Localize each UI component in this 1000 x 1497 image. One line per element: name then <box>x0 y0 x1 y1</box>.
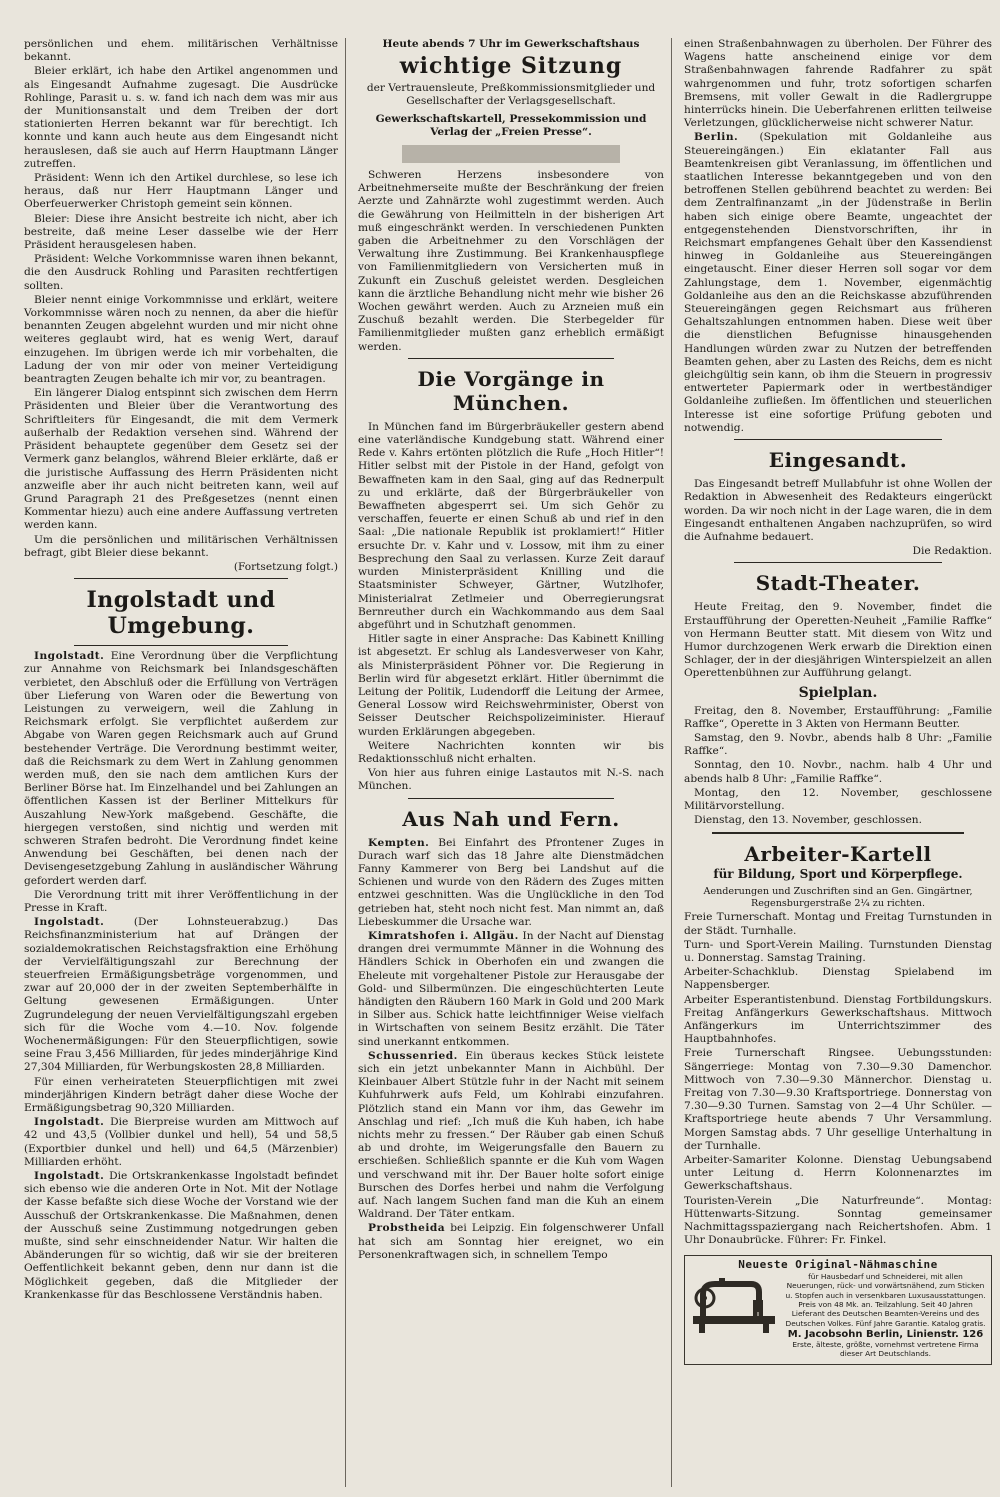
divider <box>408 358 614 359</box>
kartell-entry: Arbeiter Esperantistenbund. Dienstag Fortbildungskurs. Freitag Anfängerkurs Gewerkschaftshaus. Mittwoch Anfängerkurs im Unterrichtszimmer des Hauptbahnhofes. <box>684 993 992 1046</box>
section-heading-muenchen: Die Vorgänge in München. <box>417 366 605 415</box>
faded-print-area <box>402 145 620 163</box>
kartell-entry: Arbeiter-Samariter Kolonne. Dienstag Uebungsabend unter Leitung d. Herrn Kolonnenarztes im Gewerkschaftshaus. <box>684 1154 992 1193</box>
local-news-item: Ingolstadt. Die Ortskrankenkasse Ingolstadt befindet sich ebenso wie die anderen Orte in Not. Mit der Notlage der Kasse befaßte sich diese Woche der Vorstand wie der Ausschuß der Ortskrankenkasse. Die Maßnahmen, denen der Ausschuß seine Zustimmung notgedrungen geben mußte, sind sehr einschneidender Natur. Wir halten die Abänderungen für so wichtig, daß wir sie der breiteren Oeffentlichkeit bekannt geben, denn nur dann ist die Möglichkeit gegeben, daß die Mitglieder der Krankenkasse für das Beschlossene Verständnis haben. <box>24 1170 338 1301</box>
news-item: Schussenried. Ein überaus keckes Stück leistete sich ein jetzt unbekannter Mann in Aichbühl. Der Kleinbauer Albert Stützle fuhr in der Nacht mit seinem Kuhfuhrwerk aufs Feld, um Kohlrabi einzufahren. Plötzlich stand ein Mann vor ihm, das Gewehr im Anschlag und rief: „Ich muß die Kuh haben, ich habe nichts mehr zu fressen.“ Der Räuber gab einen Schuß ab und drohte, im Weigerungsfalle den Bauern zu erschießen. Schließlich spannte er die Kuh vom Wagen und verschwand mit ihr. Der Bauer holte sofort einige Burschen des Dorfes herbei und nahm die Verfolgung auf. Nach langem Suchen fand man die Kuh an einem Waldrand. Der Täter entkam. <box>358 1049 664 1221</box>
spielplan-entry: Sonntag, den 10. Novbr., nachm. halb 4 Uhr und abends halb 8 Uhr: „Familie Raffke“. <box>684 759 992 785</box>
article-paragraph: Schweren Herzens insbesondere von Arbeitnehmerseite mußte der Beschränkung der freien Aerzte und Zahnärzte wohl zugestimmt werden. Auch die Gewährung von Heilmitteln in der bisherigen Art muß eingeschränkt werden. In verschiedenen Punkten gaben die Arbeitnehmer zu den Vorschlägen der Verwaltung ihre Zustimmung. Bei Krankenhauspflege von Familienmitgliedern von Versicherten muß in Zukunft ein Zuschuß geleistet werden. Desgleichen kann die ärztliche Behandlung nicht mehr wie bisher 26 Wochen gewährt werden. Auch zu Arzneien muß ein Zuschuß bezahlt werden. Die Sterbegelder für Familienmitglieder mußten ganz erheblich ermäßigt werden. <box>358 169 664 353</box>
article-paragraph: Präsident: Welche Vorkommnisse waren ihnen bekannt, die den Ausdruck Rohling und Parasiten rechtfertigen sollten. <box>24 253 338 292</box>
news-item: Kimratshofen i. Allgäu. In der Nacht auf Dienstag drangen drei vermummte Männer in die Wohnung des Händlers Schick in Oberhofen ein und zwangen die Eheleute mit vorgehaltener Pistole zur Herausgabe der Gold- und Silbermünzen. Die eingeschüchterten Leute händigten den Räubern 160 Mark in Gold und 200 Mark in Silber aus. Schick hatte leichtfinniger Weise vielfach in Wirtschaften von seinem Besitz erzählt. Die Täter sind unerkannt entkommen. <box>358 929 665 1048</box>
local-news-item: Ingolstadt. (Der Lohnsteuerabzug.) Das Reichsfinanzministerium hat auf Drängen der sozialdemokratischen Reichstagsfraktion eine Erhöhung der Vervielfältigungszahl zur Berechnung der steuerfreien Ermäßigungsbeträge vorgenommen, und zwar auf 20,000 der in der zweiten Septemberhälfte in Geltung gewesenen Ermäßigungen. Unter Zugrundelegung der neuen Vervielfältigungszahl ergeben sich für die Woche vom 4.—10. Nov. folgende Wochenermäßigungen: Für den Steuerpflichtigen, sowie seine Frau 3,456 Milliarden, für jedes minderjährige Kind 27,304 Milliarden, für Werbungskosten 28,8 Milliarden. <box>24 916 338 1074</box>
spielplan-entry: Dienstag, den 13. November, geschlossen. <box>694 814 922 827</box>
continued-note: (Fortsetzung folgt.) <box>233 560 338 573</box>
section-heading-ingolstadt: Ingolstadt und Umgebung. <box>86 587 276 640</box>
article-paragraph: Heute Freitag, den 9. November, findet die Erstaufführung der Operetten-Neuheit „Familie Raffke“ von Hermann Beutter statt. Mit diesem von Witz und Humor durchzogenen Werk erwarb die Direktion einen Schlager, der in der diesjährigen Winterspielzeit an allen Operettenbühnen zur Aufführung gelangt. <box>684 601 992 680</box>
section-heading-theater: Stadt-Theater. <box>755 571 921 596</box>
spielplan-entry: Freitag, den 8. November, Erstaufführung: „Familie Raffke“, Operette in 3 Akten von Hermann Beutter. <box>684 704 992 730</box>
kartell-entry: Arbeiter-Schachklub. Dienstag Spielabend im Nappensberger. <box>684 966 992 992</box>
spielplan-heading: Spielplan. <box>798 684 878 701</box>
spielplan-entry: Montag, den 12. November, geschlossene Militärvorstellung. <box>684 786 992 812</box>
ad-text: für Hausbedarf und Schneiderei, mit allen Neuerungen, rück- und vorwärtsnähend, zum Sticken u. Stopfen auch in versenkbaren Luxusausstattungen. Preis von 48 Mk. an. Teilzahlung. Seit 40 Jahren Lieferant des Deutschen Beamten-Vereins und des Deutschen Volkes. Fünf Jahre Garantie. Katalog gratis. <box>785 1271 986 1328</box>
column-middle <box>352 38 672 1487</box>
meeting-announcement-text: der Vertrauensleute, Preßkommissionsmitglieder und Gesellschafter der Verlagsgesellschaft. <box>366 82 656 108</box>
divider <box>408 798 614 799</box>
signature: Die Redaktion. <box>912 545 992 558</box>
kartell-entry: Turn- und Sport-Verein Mailing. Turnstunden Dienstag u. Donnerstag. Samstag Training. <box>684 938 992 964</box>
sewing-machine-advertisement <box>684 1255 992 1364</box>
sewing-machine-icon <box>689 1272 779 1334</box>
article-paragraph: Ein längerer Dialog entspinnt sich zwischen dem Herrn Präsidenten und Bleier über die Verantwortung des Schriftleiters für Eingesandt, die mit dem Vermerk außerhalb der Redaktion versehen sind. Während der Präsident behauptete gegenüber dem Gesetz sei der Vermerk ganz belanglos, während Bleier erklärte, daß er die juristische Auffassung des Herrn Präsidenten nicht anzweifle aber ihr auch nicht beitreten kann, weil auf Grund Paragraph 21 des Preßgesetzes (nennt einen Kommentar hiezu) auch eine andere Auffassung vertreten werden kann. <box>24 387 338 532</box>
article-paragraph: Von hier aus fuhren einige Lastautos mit N.-S. nach München. <box>358 767 664 793</box>
ad-firm: M. Jacobsohn Berlin, Linienstr. 126 <box>787 1329 984 1341</box>
divider <box>734 439 942 440</box>
article-paragraph: Präsident: Wenn ich den Artikel durchlese, so lese ich heraus, daß nur Herr Hauptmann Länger und Oberfeuerwerker Christoph gemeint sein können. <box>24 172 338 211</box>
article-paragraph: Um die persönlichen und militärischen Verhältnissen befragt, gibt Bleier diese bekannt. <box>24 533 338 559</box>
spielplan-entry: Samstag, den 9. Novbr., abends halb 8 Uhr: „Familie Raffke“. <box>684 731 992 758</box>
article-paragraph: Bleier nennt einige Vorkommnisse und erklärt, weitere Vorkommnisse wären noch zu nennen, da aber die hiefür benannten Zeugen abgelehnt wurden und mir nicht ohne weiteres geglaubt wird, hat es wenig Wert, darauf einzugehen. Im übrigen werde ich mir vorbehalten, die Ladung der von mir oder von meiner Verteidigung beantragten Zeugen behalte ich mir vor, zu beantragen. <box>24 293 338 386</box>
article-paragraph: Hitler sagte in einer Ansprache: Das Kabinett Knilling ist abgesetzt. Er schlug als Landesverweser von Kahr, als Ministerpräsident Pöhner vor. Die Regierung in Berlin wird für abgesetzt erklärt. Hitler übernimmt die Leitung der Politik, Ludendorff die Leitung der Armee, General Lossow wird Reichswehrminister, Oberst von Seisser Deutscher Reichspolizeiminister. Hierauf wurden Erklärungen abgegeben. <box>358 633 664 738</box>
local-news-item: Ingolstadt. Eine Verordnung über die Verpflichtung zur Annahme von Reichsmark bei Inlandsgeschäften verbietet, den Abschluß oder die Erfüllung von Verträgen über Lieferung von Waren oder die Bewertung von Leistungen zu verweigern, weil die Zahlung in Reichsmark erfolgt. Sie verpflichtet außerdem zur Abgabe von Waren gegen Reichsmark auch auf Grund bestehender Verträge. Die Verordnung bestimmt weiter, daß die Reichsmark zu dem Wert in Zahlung genommen werden muß, den sie nach dem amtlichen Kurs der Berliner Börse hat. Im Einzelhandel und bei Zahlungen an öffentlichen Kassen ist der Berliner Mittelkurs für Auszahlung New-York maßgebend. Geschäfte, die hiergegen verstoßen, sind nichtig und werden mit schweren Strafen bedroht. Die Verordnung findet keine Anwendung bei Geschäften, bei denen nach der Devisengesetzgebung Zahlung in ausländischer Währung gefordert werden darf. <box>24 650 338 887</box>
news-item: Probstheida bei Leipzig. Ein folgenschwerer Unfall hat sich am Sonntag hier ereignet, wo ein Personenkraftwagen sich, in schnellem Tempo <box>358 1222 665 1261</box>
local-news-item: Die Verordnung tritt mit ihrer Veröffentlichung in der Presse in Kraft. <box>24 888 338 914</box>
divider <box>734 562 942 563</box>
kartell-entry: Freie Turnerschaft Ringsee. Uebungsstunden: Sängerriege: Montag von 7.30—9.30 Damenchor. Mittwoch von 7.30—9.30 Männerchor. Dienstag u. Freitag von 7.30—9.30 Kraftsportriege. Donnerstag von 7.30—9.30 Turnen. Samstag von 2—4 Uhr Schüler. — Kraftsportriege heute abends 7 Uhr Versammlung. Morgen Samstag abds. 7 Uhr gesellige Unterhaltung in der Turnhalle. <box>684 1047 992 1152</box>
article-paragraph: einen Straßenbahnwagen zu überholen. Der Führer des Wagens hatte anscheinend einige vor dem Straßenbahnwagen fahrende Radfahrer zu spät wahrgenommen und fuhr, trotz sofortigen scharfen Bremsens, mit voller Gewalt in die Radlergruppe hinterrücks hinein. Die Ueberfahrenen erlitten teilweise Verletzungen, glücklicherweise nicht schwerer Natur. <box>684 38 992 130</box>
ad-title: Neueste Original-Nähmaschine <box>738 1258 938 1272</box>
kartell-entry: Touristen-Verein „Die Naturfreunde“. Montag: Hüttenwarts-Sitzung. Sonntag gemeinsamer Nachmittagsspaziergang nach Reichertshofen. Abm. 1 Uhr Donaubrücke. Führer: Fr. Finkel. <box>684 1194 992 1247</box>
article-paragraph: Weitere Nachrichten konnten wir bis Redaktionsschluß nicht erhalten. <box>358 739 664 765</box>
news-item: Berlin. (Spekulation mit Goldanleihe aus Steuereingängen.) Ein eklatanter Fall aus Beamtenkreisen gibt Veranlassung, im öffentlichen und staatlichen Interesse bekanntgegeben und von den betroffenen Stellen gebührend beachtet zu werden: Bei dem Zentralfinanzamt „in der Jüdenstraße in Berlin haben sich einige obere Beamte, ungeachtet der entgegenstehenden Dienstvorschriften, ihr in Reichsmart empfangenes Gehalt über den Kassendienst hinweg in Goldanleihe aus Steuereingängen eingetauscht. Einer dieser Herren soll sogar vor dem Zahlungstage, dem 1. November, eigenmächtig Goldanleihe aus den an die Reichskasse abzuführenden Steuereingängen gegen Reichsmart aus früheren Gehaltszahlungen entnommen haben. Diese weit über die dienstlichen Befugnisse hinausgehenden Handlungen würden zwar zu Nutzen der betreffenden Beamten gehen, aber zu Lasten des Reichs, dem es nicht gleichgültig sein kann, ob ihm die Steuern in progressiv entwerteter Papiermark oder in wertbeständiger Goldanleihe zufließen. Im öffentlichen und steuerlichen Interesse ist eine sofortige Prüfung geboten und notwendig. <box>684 131 992 434</box>
local-news-item: Für einen verheirateten Steuerpflichtigen mit zwei minderjährigen Kindern beträgt daher diese Woche der Ermäßigungsbetrag 90,320 Milliarden. <box>24 1075 338 1115</box>
meeting-announcement-title: wichtige Sitzung <box>399 53 623 80</box>
divider <box>712 832 964 834</box>
column-left <box>22 38 346 1487</box>
ad-footer: Erste, älteste, größte, vornehmst vertretene Firma dieser Art Deutschlands. <box>792 1339 979 1359</box>
article-paragraph: Das Eingesandt betreff Mullabfuhr ist ohne Wollen der Redaktion in Abwesenheit des Redakteurs eingerückt worden. Da wir noch nicht in der Lage waren, die in dem Eingesandt enthaltenen Angaben nachzuprüfen, so wird die Aufnahme bedauert. <box>684 478 992 543</box>
column-right <box>678 38 1000 1487</box>
article-paragraph: Bleier: Diese ihre Ansicht bestreite ich nicht, aber ich bestreite, daß meine Leser dasselbe wie der Herr Präsident herausgelesen haben. <box>24 212 338 252</box>
section-heading-eingesandt: Eingesandt. <box>768 448 908 473</box>
meeting-announcement-line: Heute abends 7 Uhr im Gewerkschaftshaus <box>382 38 640 50</box>
article-paragraph: In München fand im Bürgerbräukeller gestern abend eine vaterländische Kundgebung statt. Während einer Rede v. Kahrs ertönten plötzlich die Rufe „Hoch Hitler“! Hitler selbst mit der Pistole in der Hand, gefolgt von Bewaffneten kam in den Saal, ging auf das Rednerpult zu und erklärte, daß der Bürgerbräukeller von Bewaffneten abgesperrt sei. Um sich Gehör zu verschaffen, feuerte er einen Schuß ab und rief in den Saal: „Die nationale Republik ist proklamiert!“ Hitler ersuchte Dr. v. Kahr und v. Lossow, mit ihm zu einer Besprechung den Saal zu verlassen. Kurze Zeit darauf wurden Ministerpräsident Knilling und die Staatsminister Schweyer, Gärtner, Wutzlhofer, Ministerialrat Zetlmeier und Oberregierungsrat Bernreuther durch ein Wachkommando aus dem Saal abgeführt und in Schutzhaft genommen. <box>358 420 664 631</box>
kartell-subtitle: für Bildung, Sport und Körperpflege. <box>713 867 963 882</box>
divider <box>74 578 288 579</box>
local-news-item: Ingolstadt. Die Bierpreise wurden am Mittwoch auf 42 und 43,5 (Vollbier dunkel und hell), 54 und 58,5 (Exportbier dunkel und hell) und 64,5 (Märzenbier) Milliarden erhöht. <box>24 1116 338 1168</box>
article-paragraph: persönlichen und ehem. militärischen Verhältnisse bekannt. <box>24 38 338 64</box>
section-heading-nah-fern: Aus Nah und Fern. <box>402 806 620 831</box>
kartell-note: Aenderungen und Zuschriften sind an Gen. Gingärtner, Regensburgerstraße 2¼ zu richten. <box>703 886 973 910</box>
meeting-announcement-signature: Gewerkschaftskartell, Pressekommission und Verlag der „Freien Presse“. <box>375 112 647 138</box>
news-item: Kempten. Bei Einfahrt des Pfrontener Zuges in Durach warf sich das 18 Jahre alte Dienstmädchen Fanny Kammerer von Berg bei Landshut auf die Schienen und wurde von den Rädern des Zuges mitten entzwei geschnitten. Was die Unglückliche in den Tod getrieben hat, steht noch nicht fest. Man nimmt an, daß Liebeskummer die Ursache war. <box>358 836 664 928</box>
article-paragraph: Bleier erklärt, ich habe den Artikel angenommen und als Eingesandt Aufnahme zugesagt. Die Ausdrücke Rohlinge, Parasit u. s. w. fand ich nach dem was mir aus der Munitionsanstalt und dem Treiben der dort stationierten Herren bekannt war für berechtigt. Ich konnte und kann auch heute aus dem Eingesandt nicht herauslesen, daß sie auch auf Herrn Hauptmann Länger zutreffen. <box>24 65 338 170</box>
divider <box>74 645 288 646</box>
section-heading-kartell: Arbeiter-Kartell <box>744 842 932 867</box>
kartell-entry: Freie Turnerschaft. Montag und Freitag Turnstunden in der Städt. Turnhalle. <box>684 911 992 937</box>
